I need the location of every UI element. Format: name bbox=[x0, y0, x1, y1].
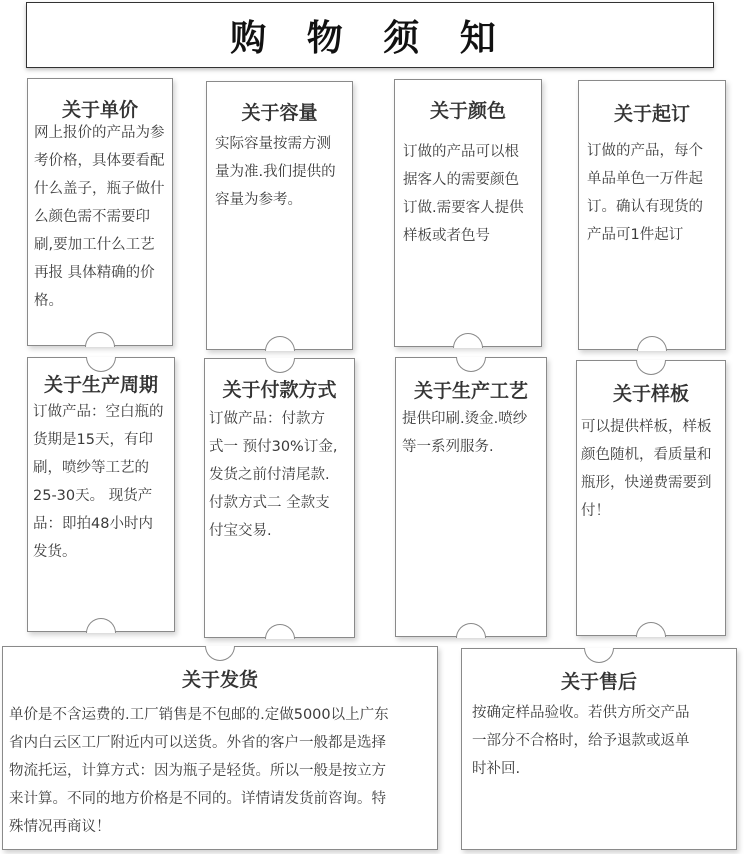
card-body: 订做产品：付款方 式一 预付30%订金, 发货之前付清尾款. 付款方式二 全款支 付宝交易. bbox=[209, 411, 338, 539]
card-notch bbox=[456, 623, 486, 638]
card-sample bbox=[576, 360, 726, 636]
card-notch bbox=[637, 336, 667, 351]
card-title: 关于付款方式 bbox=[222, 379, 337, 401]
card-notch bbox=[265, 624, 295, 639]
card-color bbox=[394, 79, 542, 347]
card-moq bbox=[578, 80, 726, 350]
card-shipping bbox=[2, 646, 438, 850]
card-body: 可以提供样板，样板 颜色随机，看质量和 瓶形，快递费需要到 付！ bbox=[581, 419, 712, 519]
card-body: 实际容量按需方测 量为准.我们提供的 容量为参考。 bbox=[215, 136, 336, 208]
card-notch bbox=[453, 333, 483, 348]
card-notch bbox=[636, 622, 666, 637]
card-notch bbox=[265, 336, 295, 351]
card-notch bbox=[636, 360, 666, 375]
card-payment bbox=[204, 358, 355, 638]
card-cycle bbox=[27, 357, 175, 632]
card-body: 订做的产品，每个 单品单色一万件起 订。确认有现货的 产品可1件起订 bbox=[587, 143, 703, 243]
card-body: 按确定样品验收。若供方所交产品 一部分不合格时，给予退款或返单 时补回. bbox=[472, 705, 690, 777]
card-aftersale bbox=[461, 648, 737, 850]
card-body: 订做产品：空白瓶的 货期是15天，有印 刷，喷纱等工艺的 25-30天。 现货产 品：即拍48小时内 发货。 bbox=[33, 404, 164, 560]
card-notch bbox=[205, 646, 235, 661]
card-body: 网上报价的产品为参 考价格，具体要看配 什么盖子，瓶子做什 么颜色需不需要印 刷,要加工什么工艺 再报 具体精确的价 格。 bbox=[34, 125, 165, 309]
card-title: 关于容量 bbox=[241, 102, 318, 124]
card-title: 关于样板 bbox=[612, 383, 689, 405]
card-price bbox=[27, 78, 173, 346]
card-notch bbox=[85, 332, 115, 347]
card-title: 关于单价 bbox=[61, 99, 138, 121]
card-process bbox=[395, 357, 547, 637]
card-notch bbox=[86, 618, 116, 633]
page-title: 购 物 须 知 bbox=[26, 2, 714, 68]
card-title: 关于发货 bbox=[181, 669, 258, 691]
card-notch bbox=[456, 357, 486, 372]
card-title: 关于颜色 bbox=[429, 100, 506, 122]
card-capacity bbox=[206, 81, 353, 350]
card-title: 关于生产工艺 bbox=[413, 380, 528, 402]
card-title: 关于起订 bbox=[613, 103, 690, 125]
card-body: 单价是不含运费的.工厂销售是不包邮的.定做5000以上广东 省内白云区工厂附近内可以送货。外省的客户一般都是选择 物流托运，计算方式：因为瓶子是轻货。所以一般是按立方 来计算。不同的地方价格是不同的。详情请发货前咨询。特 殊情况再商议！ bbox=[9, 707, 389, 835]
card-title: 关于售后 bbox=[560, 671, 637, 693]
card-notch bbox=[265, 358, 295, 373]
card-notch bbox=[584, 648, 614, 663]
card-title: 关于生产周期 bbox=[43, 374, 158, 396]
card-body: 订做的产品可以根 据客人的需要颜色 订做.需要客人提供 样板或者色号 bbox=[403, 144, 524, 244]
card-body: 提供印刷.烫金.喷纱 等一系列服务. bbox=[402, 411, 528, 455]
